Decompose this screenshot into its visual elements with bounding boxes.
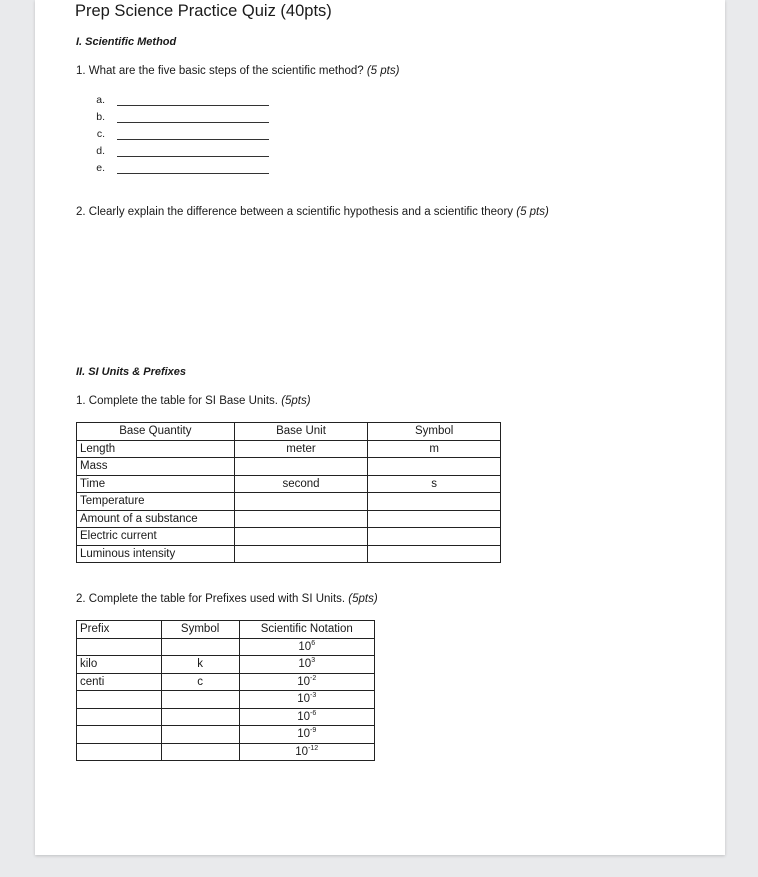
notation-exponent: -6	[310, 709, 317, 717]
notation-base: 10	[297, 728, 311, 741]
quantity-cell: Mass	[77, 458, 235, 476]
si-prefixes-table	[76, 620, 375, 761]
column-header: Prefix	[77, 621, 162, 639]
symbol-cell[interactable]	[368, 458, 501, 476]
unit-cell[interactable]	[234, 458, 368, 476]
notation-base: 10	[297, 675, 311, 688]
question-1-2	[76, 206, 549, 218]
table-row	[77, 656, 375, 674]
column-header: Base Unit	[234, 423, 368, 441]
symbol-cell[interactable]	[161, 638, 239, 656]
table-row	[77, 743, 375, 761]
question-1-1	[76, 65, 399, 77]
unit-cell[interactable]	[234, 528, 368, 546]
notation-cell	[239, 656, 375, 674]
column-header: Symbol	[161, 621, 239, 639]
answer-blank-e[interactable]	[117, 173, 269, 174]
notation-cell	[239, 638, 375, 656]
quantity-cell: Luminous intensity	[77, 545, 235, 563]
table-row	[77, 458, 501, 476]
symbol-cell[interactable]	[368, 528, 501, 546]
quantity-cell: Time	[77, 475, 235, 493]
answer-letter-e: e.	[96, 162, 105, 174]
table-row	[77, 528, 501, 546]
notation-exponent: -9	[310, 727, 317, 735]
unit-cell[interactable]	[234, 510, 368, 528]
notation-exponent: -12	[308, 744, 319, 752]
unit-cell: second	[234, 475, 368, 493]
question-1-2-text: 2. Clearly explain the difference between a scientific hypothesis and a scientific theory	[76, 206, 517, 218]
table-row	[77, 475, 501, 493]
answer-blank-d[interactable]	[117, 156, 269, 157]
notation-exponent: -2	[310, 674, 317, 682]
answer-letter-c: c.	[96, 128, 105, 140]
symbol-cell: m	[368, 440, 501, 458]
symbol-cell[interactable]	[161, 726, 239, 744]
notation-cell	[239, 743, 375, 761]
question-1-1-points: (5 pts)	[366, 65, 400, 77]
notation-exponent: -3	[310, 692, 317, 700]
symbol-cell[interactable]	[161, 708, 239, 726]
prefix-cell[interactable]	[77, 691, 162, 709]
answer-blank-c[interactable]	[117, 139, 269, 140]
quantity-cell: Length	[77, 440, 235, 458]
question-1-1-text: 1. What are the five basic steps of the scientific method?	[76, 65, 367, 77]
column-header: Base Quantity	[77, 423, 235, 441]
table-header-row	[77, 621, 375, 639]
si-base-units-table	[76, 422, 501, 563]
symbol-cell: k	[161, 656, 239, 674]
notation-exponent: 6	[311, 639, 316, 647]
symbol-cell: c	[161, 673, 239, 691]
question-2-2-points: (5pts)	[348, 593, 378, 605]
table-row	[77, 638, 375, 656]
table-row	[77, 691, 375, 709]
notation-exponent: 3	[311, 657, 316, 665]
question-2-1-text: 1. Complete the table for SI Base Units.	[76, 395, 282, 407]
prefix-cell: kilo	[77, 656, 162, 674]
notation-base: 10	[298, 658, 312, 671]
answer-blank-b[interactable]	[117, 122, 269, 123]
question-2-1	[76, 395, 311, 407]
table-row	[77, 726, 375, 744]
quantity-cell: Temperature	[77, 493, 235, 511]
unit-cell[interactable]	[234, 493, 368, 511]
answer-blank-a[interactable]	[117, 105, 269, 106]
table-header-row	[77, 423, 501, 441]
notation-cell	[239, 691, 375, 709]
document-page	[35, 0, 725, 855]
table-row	[77, 493, 501, 511]
table-row	[77, 440, 501, 458]
table-row	[77, 510, 501, 528]
notation-base: 10	[297, 710, 311, 723]
prefix-cell[interactable]	[77, 638, 162, 656]
answer-letter-d: d.	[96, 145, 105, 157]
section-2-heading: II. SI Units & Prefixes	[76, 366, 187, 378]
page-title: Prep Science Practice Quiz (40pts)	[75, 2, 332, 20]
notation-base: 10	[295, 745, 309, 758]
section-1-heading: I. Scientific Method	[76, 36, 177, 48]
column-header: Scientific Notation	[239, 621, 375, 639]
table-row	[77, 545, 501, 563]
table-row	[77, 708, 375, 726]
prefix-cell[interactable]	[77, 708, 162, 726]
symbol-cell[interactable]	[368, 493, 501, 511]
symbol-cell[interactable]	[161, 691, 239, 709]
answer-letter-a: a.	[96, 94, 105, 106]
unit-cell[interactable]	[234, 545, 368, 563]
quantity-cell: Amount of a substance	[77, 510, 235, 528]
notation-cell	[239, 708, 375, 726]
notation-cell	[239, 673, 375, 691]
symbol-cell[interactable]	[368, 545, 501, 563]
column-header: Symbol	[368, 423, 501, 441]
question-2-1-points: (5pts)	[281, 395, 311, 407]
prefix-cell[interactable]	[77, 743, 162, 761]
notation-base: 10	[297, 693, 311, 706]
quantity-cell: Electric current	[77, 528, 235, 546]
symbol-cell[interactable]	[161, 743, 239, 761]
notation-base: 10	[298, 640, 312, 653]
unit-cell: meter	[234, 440, 368, 458]
symbol-cell[interactable]	[368, 510, 501, 528]
prefix-cell: centi	[77, 673, 162, 691]
symbol-cell: s	[368, 475, 501, 493]
notation-cell	[239, 726, 375, 744]
question-2-2-text: 2. Complete the table for Prefixes used with SI Units.	[76, 593, 349, 605]
question-1-2-points: (5 pts)	[516, 206, 549, 218]
table-row	[77, 673, 375, 691]
prefix-cell[interactable]	[77, 726, 162, 744]
answer-letter-b: b.	[96, 111, 105, 123]
question-2-2	[76, 593, 378, 605]
